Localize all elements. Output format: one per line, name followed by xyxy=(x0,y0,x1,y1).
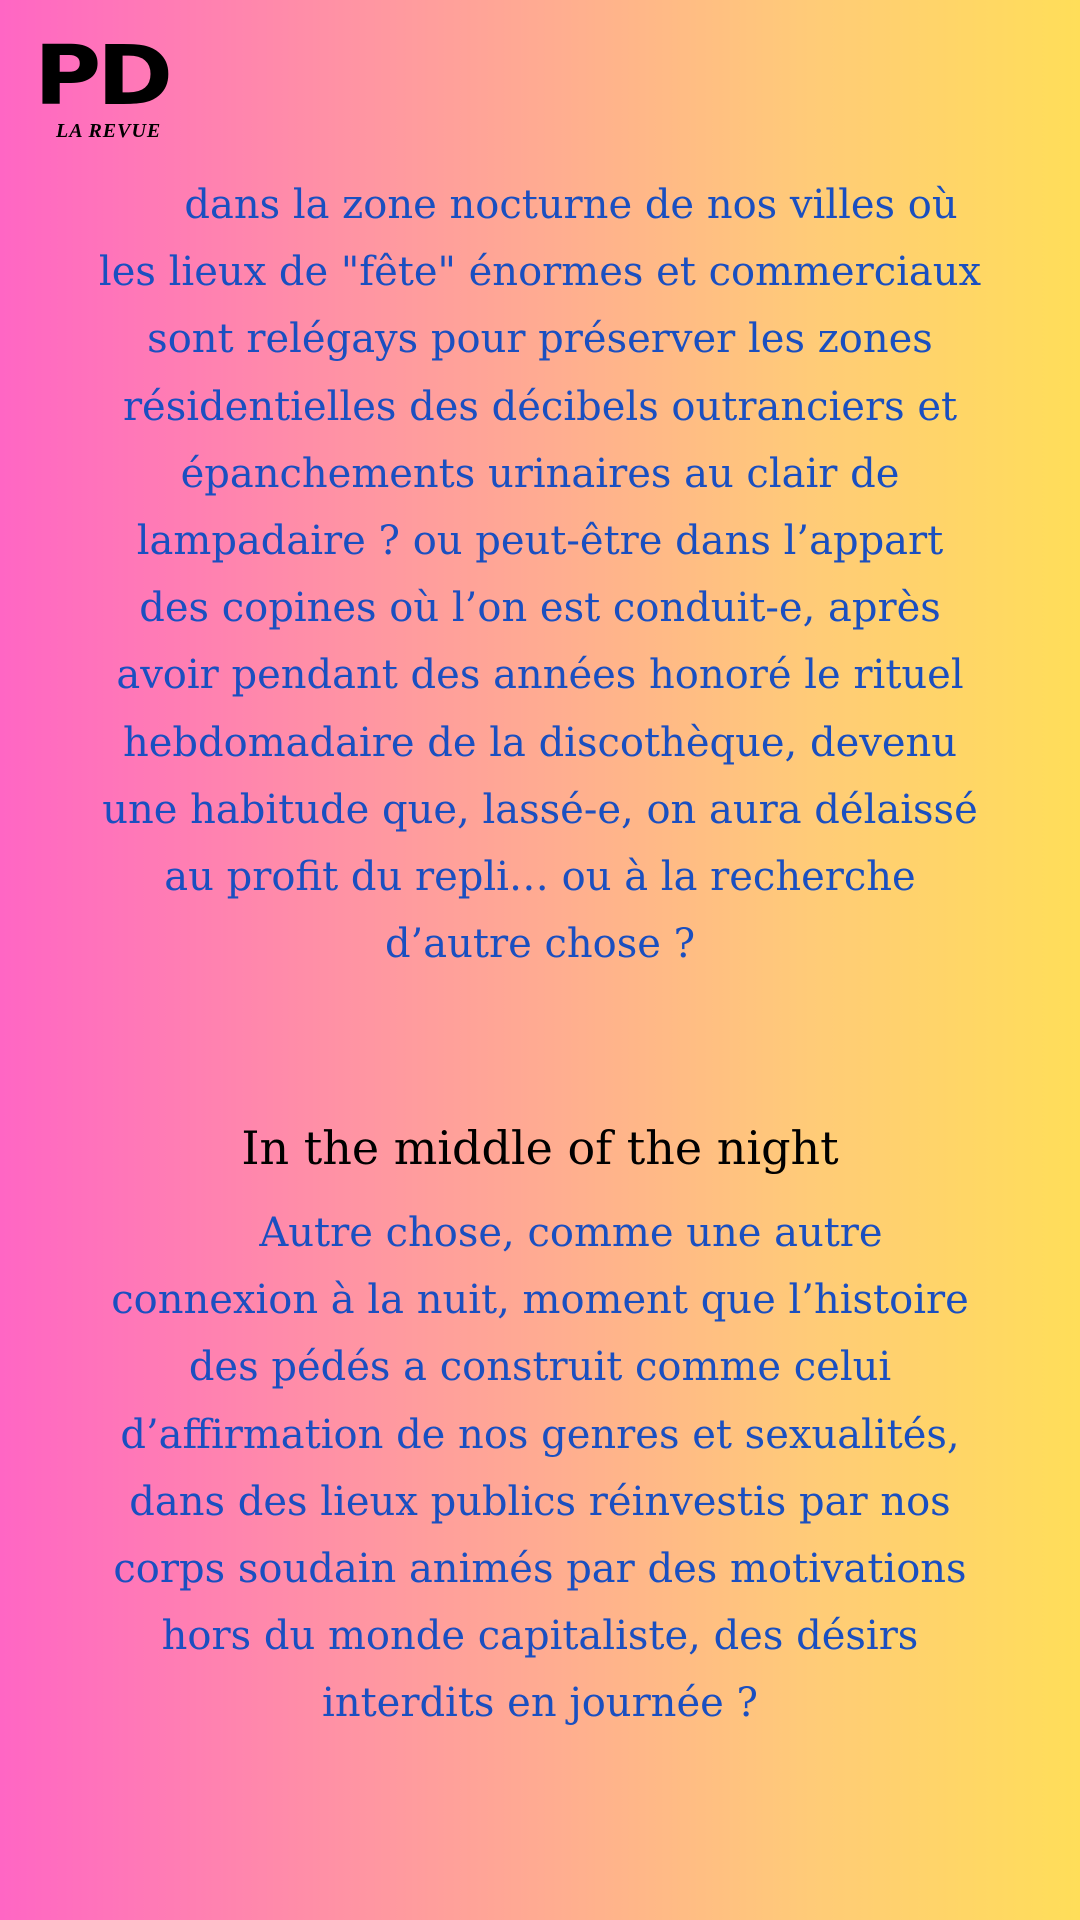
article-paragraph-2-text: Autre chose, comme une autre connexion à la nuit, moment que l’histoire des pédés a construit comme celui d’affirmation de nos genres et sexualités, dans des lieux publics réinvestis par nos corps soudain animés par des motivations hors du monde capitaliste, des désirs interdits en journée ? xyxy=(111,1210,969,1727)
section-heading: In the middle of the night xyxy=(241,1121,839,1175)
article-paragraph-2 xyxy=(96,1200,984,1738)
logo-subtitle: LA REVUE xyxy=(56,120,162,142)
article-paragraph-1-text: dans la zone nocturne de nos villes où les lieux de "fête" énormes et commerciaux sont relégays pour préserver les zones résidentielles des décibels outranciers et épanchements urinaires au clair de lampadaire ? ou peut-être dans l’appart des copines où l’on est conduit-e, après avoir pendant des années honoré le rituel hebdomadaire de la discothèque, devenu une habitude que, lassé-e, on aura délaissé au profit du repli… ou à la recherche d’autre chose ? xyxy=(98,182,982,968)
logo-mark: PD xyxy=(34,29,169,124)
article-paragraph-1 xyxy=(96,172,984,978)
logo xyxy=(34,29,184,146)
